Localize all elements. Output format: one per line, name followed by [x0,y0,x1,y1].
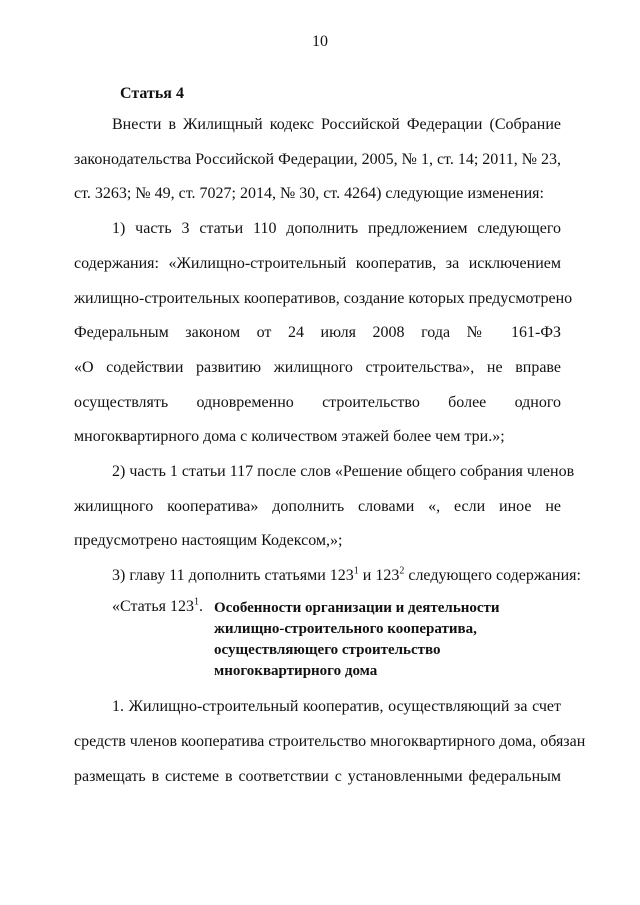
item-3-before: 3) главу 11 дополнить статьями 123 [112,567,354,584]
new-article-title-line: многоквартирного дома [214,663,378,679]
text-line: 1) часть 3 статьи 110 дополнить предложением следующего [112,220,561,237]
text-line: ст. 3263; № 49, ст. 7027; 2014, № 30, ст. 4264) следующие изменения: [74,185,544,202]
text-line: предусмотрено настоящим Кодексом,»; [74,532,343,549]
item-3-after: следующего содержания: [404,567,581,584]
item-3-middle: и 123 [358,567,400,584]
new-article-label-prefix: «Статья 123 [112,598,194,615]
text-line: осуществлять одновременно строительство более одного [74,394,561,411]
text-line: 2) часть 1 статьи 117 после слов «Решение общего собрания членов [112,463,575,480]
text-line: Федеральным законом от 24 июля 2008 года № 161-ФЗ [74,324,561,341]
new-article-label-sup: 1 [193,596,199,608]
text-line: средств членов кооператива строительство многоквартирного дома, обязан [74,733,586,750]
text-line: «О содействии развитию жилищного строительства», не вправе [74,359,561,376]
text-line: многоквартирного дома с количеством этажей более чем три.»; [74,428,505,445]
new-article-label-suffix: . [198,598,203,615]
new-article-label [112,598,203,616]
page-number: 10 [312,33,328,50]
new-article-title-line: жилищно-строительного кооператива, [214,621,477,637]
item-3-sup-2: 2 [399,565,405,577]
text-line: 1. Жилищно-строительный кооператив, осуществляющий за счет [112,698,561,715]
new-article-title-line: осуществляющего строительство [214,642,441,658]
article-heading: Статья 4 [120,85,184,102]
item-3-line [112,565,581,586]
item-3-sup-1: 1 [353,565,359,577]
new-article-title-line: Особенности организации и деятельности [214,600,500,616]
text-line: законодательства Российской Федерации, 2005, № 1, ст. 14; 2011, № 23, [74,151,561,168]
text-line: Внести в Жилищный кодекс Российской Федерации (Собрание [112,116,561,133]
text-line: жилищного кооператива» дополнить словами «, если иное не [74,498,561,515]
text-line: размещать в системе в соответствии с установленными федеральным [74,768,561,785]
text-line: жилищно-строительных кооперативов, создание которых предусмотрено [74,290,573,307]
text-line: содержания: «Жилищно-строительный кооператив, за исключением [74,255,561,272]
